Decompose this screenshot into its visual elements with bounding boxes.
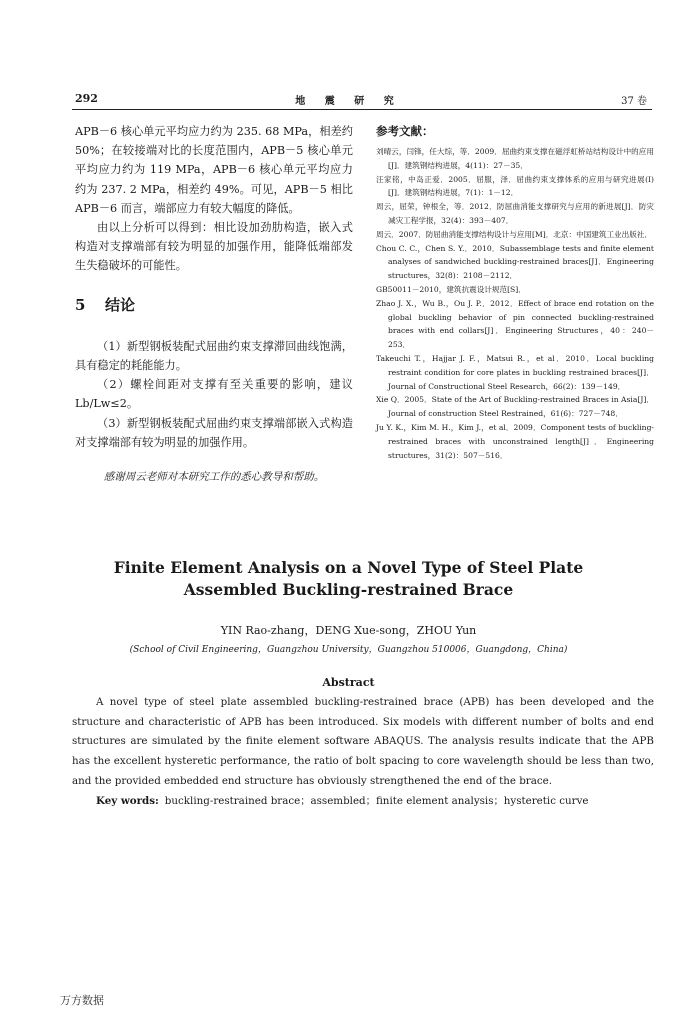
reference-item: 周云，屈荣，钟根全，等．2012．防屈曲消能支撑研究与应用的新进展[J]．防灾减灾工程学报，32(4)：393－407． [376, 202, 654, 225]
keywords-label: Key words: [96, 795, 159, 807]
conclusion-3: （3）新型钢板装配式屈曲约束支撑端部嵌入式构造对支撑端部有较为明显的加强作用。 [75, 416, 353, 449]
abstract-body: A novel type of steel plate assembled buckling-restrained brace (APB) has been developed and the structure and characteristic of APB has been introduced. Six models with different number of bolts and end structures are simulated by the finite element software ABAQUS. The analysis results indicate that the APB has the excellent hysteretic performance, the ratio of bolt spacing to core wavelength should be less than two, and the provided embedded end structure has obviously strengthened the end of the brace. [72, 696, 654, 787]
reference-item: 汪家铭，中岛正爱．2005．屈服，泽．屈曲约束支撑体系的应用与研究进展(I)[J]．建筑钢结构进展，7(1)：1－12． [376, 174, 654, 198]
reference-item: GB50011－2010，建筑抗震设计规范[S]． [376, 284, 526, 294]
section-number: 5 [75, 295, 86, 314]
section-heading [75, 296, 353, 315]
volume-label: 37 卷 [621, 96, 647, 107]
header-rule [72, 109, 652, 110]
reference-item: 周云．2007．防屈曲消能支撑结构设计与应用[M]．北京：中国建筑工业出版社． [376, 229, 653, 239]
reference-item: 刘晴云，闫锋，任大综，等．2009．屈曲约束支撑在磁浮虹桥站结构设计中的应用[J]．建筑钢结构进展，4(11)：27－35． [376, 147, 654, 170]
journal-title: 地 震 研 究 [295, 96, 402, 107]
section-title: 结论 [105, 295, 136, 314]
keywords [96, 792, 588, 807]
page-number: 292 [75, 92, 98, 105]
body-paragraph-2: 由以上分析可以得到：相比设加劲肋构造，嵌入式构造对支撑端部有较为明显的加强作用，能降低端部发生失稳破坏的可能性。 [75, 221, 353, 273]
conclusion-2: （2）螺栓间距对支撑有至关重要的影响，建议 Lb/Lw≤2。 [75, 378, 353, 411]
references-heading: 参考文献： [376, 124, 434, 138]
english-affiliation: (School of Civil Engineering，Guangzhou University，Guangzhou 510006，Guangdong，China) [129, 645, 568, 655]
reference-item: Ju Y. K.，Kim M. H.，Kim J.，et al．2009．Component tests of buckling-restrained braces with unconstrained length[J]．Engineering structures，31(2)：507－516． [376, 422, 654, 460]
english-authors: YIN Rao-zhang，DENG Xue-song，ZHOU Yun [220, 624, 477, 637]
body-paragraph-1: APB－6 核心单元平均应力约为 235. 68 MPa，相差约50%；在较接端对比的长度范围内，APB－5 核心单元平均应力约为 119 MPa，APB－6 核心单元平均应力约为 237. 2 MPa，相差约 49%。可见，APB－5 相比 APB－6 而言，端部应力有较大幅度的降低。 [75, 125, 353, 215]
english-title-line-1: Finite Element Analysis on a Novel Type of Steel Plate [113, 558, 584, 577]
references-section [376, 123, 654, 462]
reference-item: Chou C. C.，Chen S. Y.．2010．Subassemblage tests and finite element analyses of sandwiched buckling-restrained braces[J]．Engineering structures，32(8)：2108－2112． [376, 243, 654, 281]
acknowledgement: 感谢周云老师对本研究工作的悉心教导和帮助。 [103, 471, 325, 484]
reference-item: Takeuchi T.，Hajjar J. F.，Matsui R.，et al．2010．Local buckling restraint condition for core plates in buckling restrained braces[J]．Journal of Constructional Steel Research，66(2)：139－149． [376, 353, 654, 391]
keywords-list: buckling-restrained brace；assembled；finite element analysis；hysteretic curve [164, 795, 589, 807]
reference-list [376, 145, 654, 462]
abstract-heading: Abstract [322, 676, 375, 689]
english-title-line-2: Assembled Buckling-restrained Brace [183, 580, 514, 599]
left-column [75, 122, 353, 487]
english-title [0, 557, 697, 601]
reference-item: Xie Q．2005．State of the Art of Buckling-restrained Braces in Asia[J]．Journal of construction Steel Restrained，61(6)：727－748． [376, 395, 654, 419]
conclusion-1: （1）新型钢板装配式屈曲约束支撑滞回曲线饱满，具有稳定的耗能能力。 [75, 339, 353, 373]
reference-item: Zhao J. X.，Wu B.，Ou J. P.．2012．Effect of brace end rotation on the global buckling behavior of pin connected buckling-restrained braces with end collars[J]．Engineering Structures，40：240－253． [376, 298, 654, 350]
watermark-footer: 万方数据 [60, 994, 104, 1007]
